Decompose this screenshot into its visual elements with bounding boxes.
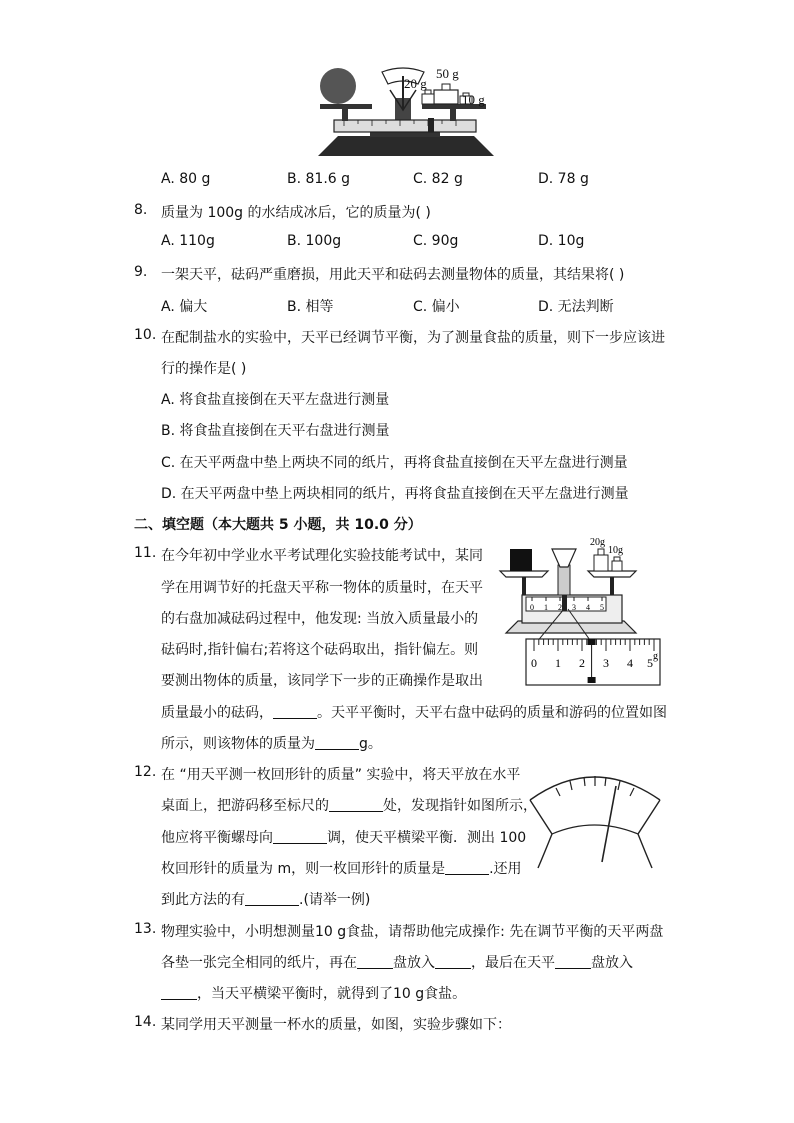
q11-small-scale-3: 3 <box>572 603 576 612</box>
q7-weight-50g-label: 50 g <box>436 66 459 81</box>
q12-pointer <box>602 786 616 862</box>
q12-number: 12. <box>134 764 157 780</box>
q13-stem-line2 <box>161 952 633 972</box>
q11-stem-line2: 学在用调节好的托盘天平称一物体的质量时，在天平 <box>161 580 483 596</box>
q12-line2-text-a: 桌面上，把游码移至标尺的 <box>161 798 329 814</box>
q10-number: 10. <box>134 327 157 343</box>
q7-option-d: D. 78 g <box>538 171 589 187</box>
q9-option-b: B. 相等 <box>287 299 334 315</box>
q11-stem-line6 <box>161 702 667 722</box>
q13-answer-blank-3[interactable] <box>555 954 591 969</box>
q12-answer-blank-2[interactable] <box>273 829 327 844</box>
q11-big-scale-1: 1 <box>555 656 561 670</box>
q11-small-scale-2: 2 <box>558 603 562 612</box>
q12-answer-blank-3[interactable] <box>445 860 489 875</box>
q11-answer-blank-2[interactable] <box>315 735 359 750</box>
q13-line2-text-d: 盘放入 <box>591 955 633 971</box>
q11-stem-line7 <box>161 733 382 753</box>
q11-balance-figure <box>496 535 664 691</box>
q13-line2-text-c: ，最后在天平 <box>471 955 555 971</box>
q13-line2-text-b: 盘放入 <box>393 955 435 971</box>
q8-option-b: B. 100g <box>287 233 342 249</box>
q13-line2-text-a: 各垫一张完全相同的纸片，再在 <box>161 955 357 971</box>
q12-answer-blank-1[interactable] <box>329 797 383 812</box>
q10-option-c: C. 在天平两盘中垫上两块不同的纸片，再将食盐直接倒在天平左盘进行测量 <box>161 455 628 471</box>
q7-weight-20g-label: 20 g <box>404 76 427 91</box>
q9-option-c: C. 偏小 <box>413 299 460 315</box>
q13-number: 13. <box>134 921 157 937</box>
q12-line3-text-a: 他应将平衡螺母向 <box>161 830 273 846</box>
q11-stem-line4: 砝码时,指针偏右;若将这个砝码取出，指针偏左。则 <box>161 642 479 658</box>
q12-line5-text-a: 到此方法的有 <box>161 892 245 908</box>
q11-small-scale-5: 5 <box>600 603 604 612</box>
q10-option-a: A. 将食盐直接倒在天平左盘进行测量 <box>161 392 390 408</box>
q13-line3-text: ，当天平横梁平衡时，就得到了10 g食盐。 <box>197 986 467 1002</box>
q11-rider-marker-top <box>588 639 596 645</box>
q12-line5-text-b: .(请举一例) <box>299 892 371 908</box>
q7-balance-figure <box>310 62 502 160</box>
q13-stem-line3 <box>161 983 466 1003</box>
q11-line6-text-b: 。天平平衡时，天平右盘中砝码的质量和游码的位置如图 <box>317 705 667 721</box>
q7-weight-10g-label: 10 g <box>462 92 485 107</box>
q13-answer-blank-4[interactable] <box>161 985 197 1000</box>
q11-big-scale-4: 4 <box>627 656 633 670</box>
q13-answer-blank-1[interactable] <box>357 954 393 969</box>
q11-line6-text-a: 质量最小的砝码， <box>161 705 273 721</box>
q7-option-c: C. 82 g <box>413 171 463 187</box>
q11-big-scale-0: 0 <box>531 656 537 670</box>
q11-small-scale-1: 1 <box>544 603 548 612</box>
q11-big-scale-5: 5 <box>647 656 653 670</box>
q11-small-scale-0: 0 <box>530 603 534 612</box>
q11-stem-line1: 在今年初中学业水平考试理化实验技能考试中，某同 <box>161 548 483 564</box>
q12-stem-line4 <box>161 858 522 878</box>
q11-line7-text-b: g。 <box>359 736 382 752</box>
q10-stem-line2: 行的操作是( ) <box>161 361 247 377</box>
q12-stem-line3 <box>161 827 526 847</box>
q14-stem: 某同学用天平测量一杯水的质量，如图，实验步骤如下： <box>161 1017 511 1033</box>
q14-number: 14. <box>134 1014 157 1030</box>
q8-number: 8. <box>134 202 148 218</box>
q11-line7-text-a: 所示，则该物体的质量为 <box>161 736 315 752</box>
q12-stem-line5 <box>161 889 370 909</box>
q11-weight-20g-label: 20g <box>590 537 605 548</box>
q12-pointer-dial-figure <box>524 764 666 870</box>
q13-answer-blank-2[interactable] <box>435 954 471 969</box>
q9-stem: 一架天平，砝码严重磨损，用此天平和砝码去测量物体的质量，其结果将( ) <box>161 267 625 283</box>
q11-weight-10g-label: 10g <box>608 545 623 556</box>
q8-stem: 质量为 100g 的水结成冰后，它的质量为( ) <box>161 205 431 221</box>
q12-stem-line2 <box>161 795 537 815</box>
q7-option-a: A. 80 g <box>161 171 211 187</box>
q11-big-scale-3: 3 <box>603 656 609 670</box>
q9-option-d: D. 无法判断 <box>538 299 614 315</box>
q12-line4-text-b: .还用 <box>489 861 522 877</box>
q9-number: 9. <box>134 264 148 280</box>
q12-stem-line1: 在 “用天平测一枚回形针的质量” 实验中，将天平放在水平 <box>161 767 521 783</box>
q10-option-b: B. 将食盐直接倒在天平右盘进行测量 <box>161 423 390 439</box>
q11-big-scale-2: 2 <box>579 656 585 670</box>
q11-number: 11. <box>134 545 157 561</box>
q7-option-b: B. 81.6 g <box>287 171 351 187</box>
q11-big-scale-unit: g <box>653 651 658 662</box>
section-title-fill-in: 二、填空题（本大题共 5 小题，共 10.0 分） <box>134 517 422 533</box>
q8-option-c: C. 90g <box>413 233 459 249</box>
q10-stem-line1: 在配制盐水的实验中，天平已经调节平衡，为了测量食盐的质量，则下一步应该进 <box>161 330 665 346</box>
q13-stem-line1: 物理实验中，小明想测量10 g食盐，请帮助他完成操作: 先在调节平衡的天平两盘 <box>161 924 664 940</box>
q12-line3-text-b: 调，使天平横梁平衡．测出 100 <box>327 830 527 846</box>
q8-option-d: D. 10g <box>538 233 585 249</box>
q12-line4-text-a: 枚回形针的质量为 m，则一枚回形针的质量是 <box>161 861 446 877</box>
q11-stem-line3: 的右盘加减砝码过程中，他发现: 当放入质量最小的 <box>161 611 479 627</box>
q11-stem-line5: 要测出物体的质量，该同学下一步的正确操作是取出 <box>161 673 483 689</box>
q12-answer-blank-4[interactable] <box>245 891 299 906</box>
q12-line2-text-b: 处，发现指针如图所示， <box>383 798 537 814</box>
q8-option-a: A. 110g <box>161 233 215 249</box>
q11-small-scale-4: 4 <box>586 603 590 612</box>
q11-rider-marker-bottom <box>588 677 596 683</box>
q9-option-a: A. 偏大 <box>161 299 208 315</box>
q11-answer-blank-1[interactable] <box>273 704 317 719</box>
q10-option-d: D. 在天平两盘中垫上两块相同的纸片，再将食盐直接倒在天平左盘进行测量 <box>161 486 629 502</box>
